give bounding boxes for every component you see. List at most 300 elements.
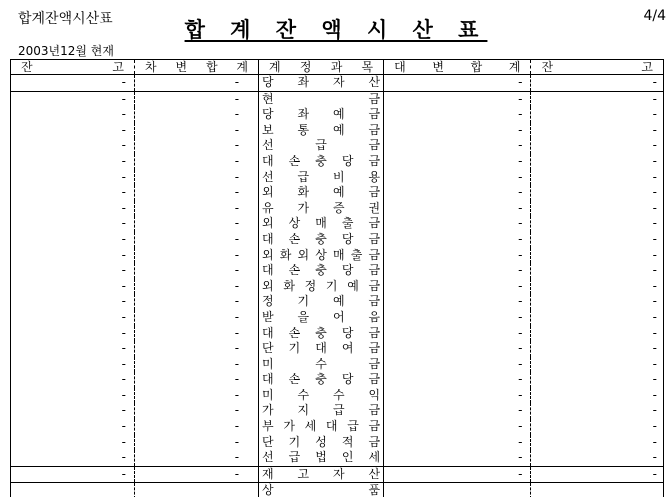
debit-total-cell: - [135, 138, 259, 154]
account-name-char: 급 [347, 419, 359, 434]
table-row [11, 403, 663, 419]
account-name [262, 388, 380, 404]
debit-total-cell: - [135, 279, 259, 295]
account-name [262, 170, 380, 186]
account-name-cell [259, 450, 384, 466]
credit-balance-cell: - [652, 231, 657, 246]
account-name [262, 483, 380, 497]
account-name-char: 화 [279, 247, 292, 262]
credit-total-cell: - [384, 232, 531, 248]
account-name-char: 화 [283, 278, 295, 293]
table-row [11, 185, 663, 201]
credit-balance-cell: - [652, 200, 657, 215]
debit-balance-cell: - [11, 154, 135, 170]
account-name-char: 금 [368, 107, 381, 122]
table-row [11, 232, 663, 248]
header-label-char: 차 [145, 60, 157, 74]
account-name [262, 138, 380, 154]
account-name-cell [259, 294, 384, 310]
account-name-char: 선 [262, 450, 274, 465]
account-name-cell [259, 372, 384, 388]
debit-balance-cell: - [11, 201, 135, 217]
account-name-char: 당 [341, 153, 354, 168]
account-name-char: 급 [333, 403, 345, 418]
account-name-char: 용 [368, 169, 381, 184]
account-name-cell [259, 357, 384, 373]
account-name-char: 세 [304, 419, 317, 434]
header-label [259, 60, 383, 74]
account-name-char: 대 [262, 263, 274, 278]
account-name-char: 금 [368, 356, 381, 371]
debit-total-cell: - [135, 248, 259, 264]
debit-balance-cell: - [11, 170, 135, 186]
account-name-char: 상 [315, 247, 327, 262]
account-name-cell [259, 185, 384, 201]
credit-balance-cell: - [652, 372, 657, 387]
credit-balance-cell: - [652, 185, 657, 200]
table-row [11, 170, 663, 186]
header-label [11, 60, 134, 74]
credit-total-cell: - [384, 372, 531, 388]
table-row [11, 279, 663, 295]
table-row [11, 450, 663, 466]
account-name-char: 선 [262, 169, 274, 184]
credit-balance-cell: - [652, 341, 657, 356]
credit-total-cell: - [384, 310, 531, 326]
account-name-char: 정 [262, 294, 274, 309]
debit-balance-cell: - [11, 294, 135, 310]
debit-balance-cell: - [11, 326, 135, 342]
account-name-char: 예 [333, 122, 345, 137]
account-name [262, 248, 380, 264]
report-title-text: 합 계 잔 액 시 산 표 [184, 18, 488, 42]
credit-balance-cell: - [652, 356, 657, 371]
header-label-char: 계 [236, 60, 248, 74]
account-name-char: 을 [297, 309, 310, 324]
account-name-char: 권 [368, 200, 381, 215]
table-row [11, 91, 663, 107]
account-name-cell [259, 326, 384, 342]
account-name-char: 매 [333, 247, 345, 262]
account-name-char: 단 [262, 341, 274, 356]
debit-balance-cell: - [11, 466, 135, 483]
account-name [262, 123, 380, 139]
account-name-cell [259, 341, 384, 357]
header-label-char: 정 [299, 60, 312, 74]
debit-total-cell: - [135, 123, 259, 139]
credit-total-cell: - [384, 201, 531, 217]
credit-total-cell: - [384, 466, 531, 483]
table-row [11, 419, 663, 435]
account-name-char: 손 [288, 153, 301, 168]
header-account [259, 60, 384, 75]
account-name-cell [259, 310, 384, 326]
header-label-char: 변 [432, 60, 444, 74]
header-label-char: 목 [361, 60, 374, 74]
account-name-char: 당 [262, 107, 274, 122]
account-name-cell [259, 232, 384, 248]
account-name [262, 201, 380, 217]
header-label-char: 과 [330, 60, 343, 74]
credit-balance-cell: - [531, 466, 663, 483]
trial-balance-table [11, 59, 663, 497]
account-name [262, 75, 380, 91]
account-name-char: 미 [262, 387, 274, 402]
account-name-char: 금 [368, 153, 381, 168]
account-name-char: 재 [262, 466, 274, 481]
account-name-char: 정 [304, 278, 317, 293]
table-row [11, 138, 663, 154]
header-label-char: 계 [508, 60, 521, 74]
credit-balance-cell [531, 483, 663, 497]
table-row [11, 341, 663, 357]
credit-balance-cell: - [652, 91, 657, 106]
credit-total-cell: - [384, 185, 531, 201]
account-name-cell [259, 263, 384, 279]
account-name-char: 금 [368, 294, 381, 309]
report-corner-title: 합계잔액시산표 [18, 11, 113, 27]
account-name [262, 372, 380, 388]
header-label-char: 잔 [21, 60, 33, 74]
account-name-char: 수 [297, 387, 310, 402]
account-name-char: 금 [368, 419, 381, 434]
debit-balance-cell: - [11, 123, 135, 139]
debit-balance-cell: - [11, 138, 135, 154]
credit-total-cell: - [384, 75, 531, 92]
debit-balance-cell [11, 483, 135, 497]
account-name-char: 대 [262, 325, 274, 340]
debit-balance-cell: - [11, 185, 135, 201]
header-credit-total [384, 60, 531, 75]
table-row [11, 123, 663, 139]
account-name-char: 급 [297, 169, 310, 184]
header-label-char: 대 [394, 60, 406, 74]
account-name-char: 기 [325, 278, 338, 293]
account-name-char: 산 [368, 75, 381, 89]
debit-total-cell: - [135, 326, 259, 342]
account-name-char: 금 [368, 434, 381, 449]
debit-total-cell: - [135, 263, 259, 279]
header-label-char: 고 [641, 60, 653, 74]
credit-total-cell: - [384, 450, 531, 466]
account-name-char: 기 [297, 294, 310, 309]
credit-balance-cell: - [652, 403, 657, 418]
account-name-char: 금 [368, 278, 381, 293]
credit-balance-cell: - [652, 325, 657, 340]
debit-total-cell: - [135, 403, 259, 419]
debit-total-cell: - [135, 185, 259, 201]
table-body [11, 60, 663, 497]
credit-total-cell: - [384, 435, 531, 451]
account-name [262, 232, 380, 248]
account-name-char: 기 [288, 341, 301, 356]
table-row [11, 435, 663, 451]
debit-balance-cell: - [11, 388, 135, 404]
debit-balance-cell: - [11, 107, 135, 123]
debit-total-cell [135, 483, 259, 497]
account-name-char: 보 [262, 122, 274, 137]
table-row [11, 248, 663, 264]
account-name-char: 자 [333, 75, 345, 89]
account-name-cell [259, 201, 384, 217]
section-row [11, 466, 663, 483]
account-name-cell [259, 279, 384, 295]
account-name [262, 154, 380, 170]
account-name-char: 유 [262, 200, 274, 215]
credit-total-cell: - [384, 263, 531, 279]
account-name-char: 출 [350, 247, 363, 262]
account-name-char: 예 [333, 107, 345, 122]
account-name-char: 금 [368, 91, 381, 106]
credit-balance-cell: - [652, 107, 657, 122]
debit-total-cell: - [135, 357, 259, 373]
credit-total-cell: - [384, 216, 531, 232]
debit-total-cell: - [135, 216, 259, 232]
credit-total-cell: - [384, 403, 531, 419]
account-name-char: 손 [288, 231, 301, 246]
debit-balance-cell: - [11, 372, 135, 388]
account-name-char: 상 [262, 483, 274, 497]
account-name-char: 충 [315, 372, 327, 387]
account-name [262, 92, 380, 108]
account-name-char: 대 [315, 341, 327, 356]
header-label-char: 고 [112, 60, 124, 74]
debit-total-cell: - [135, 170, 259, 186]
credit-balance-cell: - [652, 122, 657, 137]
account-name-char: 예 [347, 278, 359, 293]
account-name-cell [259, 216, 384, 232]
report-title [0, 14, 672, 44]
credit-total-cell: - [384, 279, 531, 295]
account-name-cell [259, 419, 384, 435]
credit-balance-cell: - [652, 278, 657, 293]
account-name [262, 216, 380, 232]
debit-balance-cell: - [11, 310, 135, 326]
account-name-char: 대 [262, 153, 274, 168]
account-name [262, 294, 380, 310]
account-name-char: 여 [341, 341, 354, 356]
account-name-char: 외 [262, 185, 274, 200]
table-row [11, 372, 663, 388]
account-name-char: 어 [333, 309, 345, 324]
account-name-char: 당 [341, 263, 354, 278]
debit-balance-cell: - [11, 248, 135, 264]
account-name-char: 좌 [297, 75, 310, 89]
credit-balance-cell: - [652, 216, 657, 231]
account-name [262, 357, 380, 373]
table-row [11, 388, 663, 404]
credit-total-cell: - [384, 341, 531, 357]
debit-total-cell: - [135, 154, 259, 170]
header-debit-total [135, 60, 259, 75]
debit-balance-cell: - [11, 341, 135, 357]
account-name-char: 법 [315, 450, 327, 465]
account-name-char: 선 [262, 138, 274, 153]
account-name-char: 금 [368, 263, 381, 278]
debit-balance-cell: - [11, 357, 135, 373]
debit-total-cell: - [135, 435, 259, 451]
credit-balance-cell: - [652, 419, 657, 434]
account-name-char: 지 [297, 403, 310, 418]
account-name-char: 당 [341, 372, 354, 387]
account-name-char: 금 [368, 247, 381, 262]
account-name-char: 받 [262, 309, 274, 324]
account-name-char: 대 [325, 419, 338, 434]
account-name [262, 419, 380, 435]
account-name-char: 금 [368, 325, 381, 340]
table-row [11, 310, 663, 326]
trial-balance-sheet [10, 59, 664, 497]
account-name [262, 403, 380, 419]
account-name-cell [259, 138, 384, 154]
account-name-char: 당 [341, 325, 354, 340]
header-debit-balance [11, 60, 135, 75]
account-name-char: 출 [341, 216, 354, 231]
account-name [262, 326, 380, 342]
account-name-cell [259, 170, 384, 186]
debit-total-cell: - [135, 450, 259, 466]
account-name-char: 대 [262, 231, 274, 246]
account-name-char: 가 [297, 200, 310, 215]
account-name-cell [259, 154, 384, 170]
account-name [262, 450, 380, 466]
account-name-cell [259, 403, 384, 419]
account-name-char: 세 [368, 450, 381, 465]
table-row [11, 483, 663, 497]
credit-total-cell: - [384, 388, 531, 404]
account-name-char: 예 [333, 185, 345, 200]
debit-total-cell: - [135, 91, 259, 107]
account-name [262, 107, 380, 123]
account-name-char: 충 [315, 153, 327, 168]
debit-total-cell: - [135, 341, 259, 357]
section-row [11, 75, 663, 92]
account-name-char: 금 [368, 138, 381, 153]
account-name-char: 당 [262, 75, 274, 89]
account-name [262, 185, 380, 201]
debit-balance-cell: - [11, 403, 135, 419]
credit-total-cell: - [384, 154, 531, 170]
account-name-char: 급 [315, 138, 327, 153]
account-name-char: 금 [368, 231, 381, 246]
account-name-cell [259, 248, 384, 264]
credit-balance-cell: - [652, 153, 657, 168]
account-name-char: 수 [315, 356, 327, 371]
account-name-char: 자 [333, 466, 345, 481]
credit-balance-cell: - [652, 294, 657, 309]
debit-balance-cell: - [11, 279, 135, 295]
account-name-char: 외 [262, 278, 274, 293]
debit-total-cell: - [135, 75, 259, 92]
debit-total-cell: - [135, 310, 259, 326]
table-row [11, 294, 663, 310]
account-name-char: 충 [315, 231, 327, 246]
debit-total-cell: - [135, 201, 259, 217]
account-name-char: 외 [297, 247, 310, 262]
account-name-char: 미 [262, 356, 274, 371]
account-name-char: 외 [262, 247, 274, 262]
account-name [262, 279, 380, 295]
header-credit-balance [531, 60, 663, 75]
account-name-char: 금 [368, 372, 381, 387]
account-name-char: 산 [368, 466, 381, 481]
table-header-row [11, 60, 663, 75]
header-label-char: 합 [205, 60, 218, 74]
account-name-cell [259, 388, 384, 404]
account-name-char: 비 [333, 169, 345, 184]
debit-total-cell: - [135, 107, 259, 123]
account-name-char: 성 [315, 434, 327, 449]
credit-balance-cell: - [652, 309, 657, 324]
account-name-char: 적 [341, 434, 354, 449]
account-name-char: 충 [315, 263, 327, 278]
header-label-char: 계 [269, 60, 281, 74]
debit-balance-cell: - [11, 419, 135, 435]
credit-total-cell: - [384, 170, 531, 186]
account-name-char: 급 [288, 450, 301, 465]
credit-balance-cell: - [652, 450, 657, 465]
account-name-char: 가 [262, 403, 274, 418]
account-name-char: 부 [262, 419, 274, 434]
credit-balance-cell: - [652, 434, 657, 449]
account-name-cell [259, 123, 384, 139]
table-row [11, 107, 663, 123]
debit-balance-cell: - [11, 232, 135, 248]
account-name-cell [259, 91, 384, 107]
debit-balance-cell: - [11, 91, 135, 107]
debit-total-cell: - [135, 232, 259, 248]
account-name-char: 고 [297, 466, 310, 481]
credit-total-cell: - [384, 91, 531, 107]
header-label [135, 60, 258, 74]
account-name-cell [259, 466, 384, 483]
account-name-char: 현 [262, 91, 274, 106]
account-name-char: 기 [288, 434, 301, 449]
credit-total-cell: - [384, 419, 531, 435]
account-name-cell [259, 75, 384, 92]
header-label-char: 변 [175, 60, 188, 74]
account-name-char: 통 [297, 122, 310, 137]
account-name-char: 대 [262, 372, 274, 387]
report-date: 2003년12월 현재 [18, 44, 114, 58]
account-name-cell [259, 435, 384, 451]
account-name-char: 금 [368, 216, 381, 231]
table-row [11, 216, 663, 232]
debit-balance-cell: - [11, 435, 135, 451]
header-label-char: 합 [470, 60, 483, 74]
debit-balance-cell: - [11, 263, 135, 279]
debit-balance-cell: - [11, 75, 135, 92]
account-name [262, 435, 380, 451]
account-name-char: 증 [333, 200, 345, 215]
credit-balance-cell: - [652, 169, 657, 184]
account-name-char: 매 [315, 216, 327, 231]
credit-total-cell: - [384, 357, 531, 373]
account-name-char: 금 [368, 185, 381, 200]
table-row [11, 154, 663, 170]
table-row [11, 326, 663, 342]
account-name-char: 손 [288, 325, 301, 340]
credit-total-cell: - [384, 107, 531, 123]
credit-total-cell: - [384, 248, 531, 264]
header-label [384, 60, 530, 74]
account-name-char: 익 [368, 387, 381, 402]
credit-balance-cell: - [652, 138, 657, 153]
account-name-char: 가 [283, 419, 295, 434]
header-label [531, 60, 663, 74]
account-name-char: 좌 [297, 107, 310, 122]
account-name [262, 310, 380, 326]
